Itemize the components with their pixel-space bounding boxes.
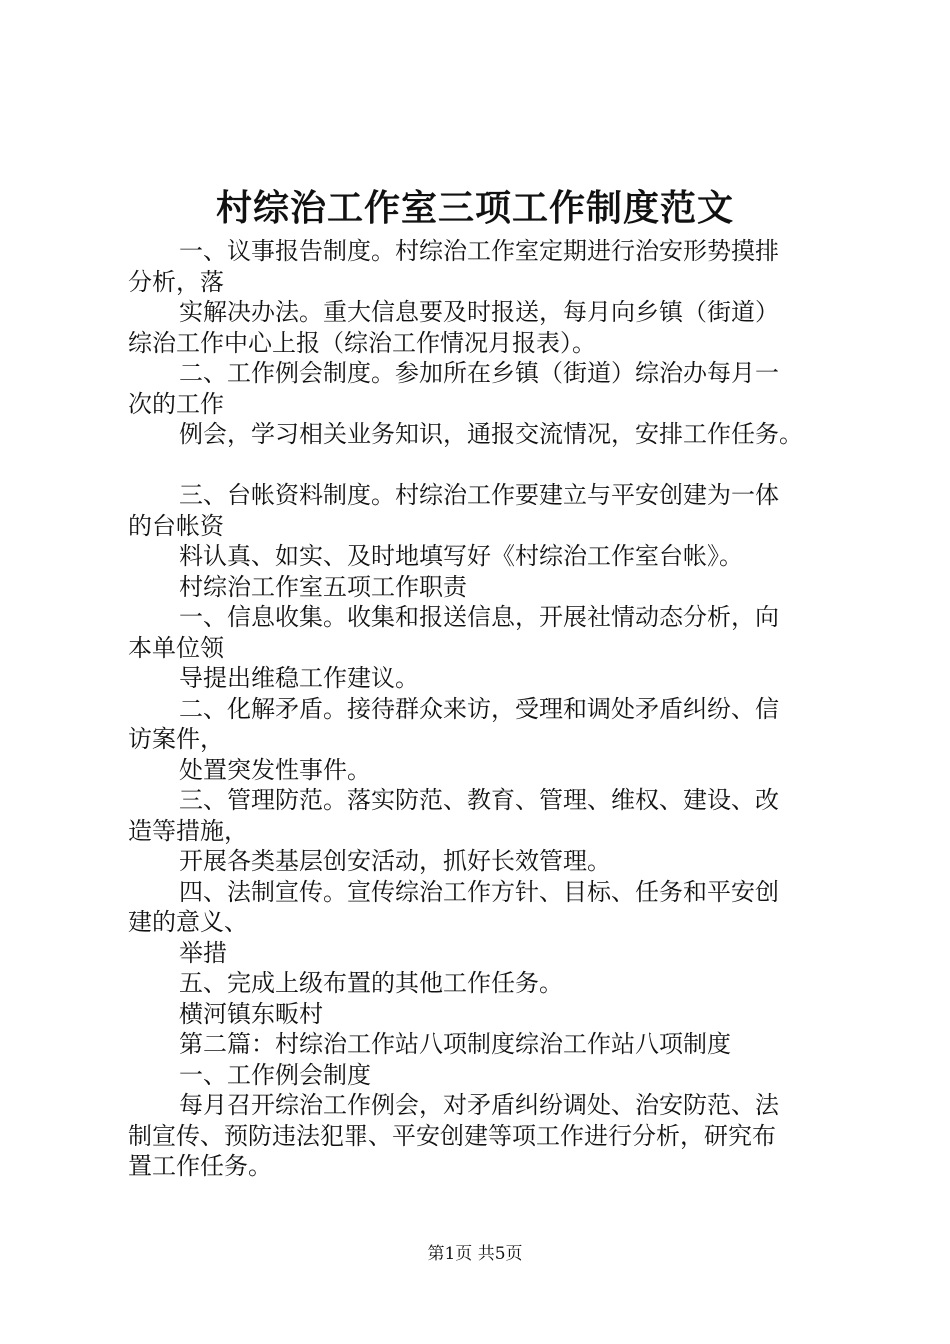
paragraph-line: 造等措施， <box>128 816 248 845</box>
paragraph-line: 三、管理防范。落实防范、教育、管理、维权、建设、改 <box>179 786 779 814</box>
paragraph-line: 分析，落 <box>128 267 224 296</box>
page-footer: 第1页 共5页 <box>427 1244 523 1264</box>
paragraph-line: 料认真、如实、及时地填写好《村综治工作室台帐》。 <box>179 542 743 570</box>
paragraph-line: 例会，学习相关业务知识，通报交流情况，安排工作任务。 <box>179 420 803 448</box>
document-title: 村综治工作室三项工作制度范文 <box>215 187 734 229</box>
paragraph-line: 建的意义、 <box>128 908 248 936</box>
section-heading: 第二篇：村综治工作站八项制度综治工作站八项制度 <box>179 1030 731 1058</box>
paragraph-line: 实解决办法。重大信息要及时报送，每月向乡镇（街道） <box>179 298 779 326</box>
paragraph-line: 开展各类基层创安活动，抓好长效管理。 <box>179 847 611 875</box>
paragraph-line: 一、议事报告制度。村综治工作室定期进行治安形势摸排 <box>179 237 779 265</box>
blank-line <box>128 450 850 481</box>
paragraph-line: 四、法制宣传。宣传综治工作方针、目标、任务和平安创 <box>179 877 779 906</box>
paragraph-line: 处置突发性事件。 <box>179 755 371 784</box>
section-heading: 一、工作例会制度 <box>179 1060 371 1089</box>
paragraph-line: 五、完成上级布置的其他工作任务。 <box>179 969 563 997</box>
paragraph-line: 导提出维稳工作建议。 <box>179 664 419 692</box>
paragraph-line: 次的工作 <box>128 389 224 418</box>
paragraph-line: 的台帐资 <box>128 511 224 540</box>
paragraph-line: 二、化解矛盾。接待群众来访，受理和调处矛盾纠纷、信 <box>179 694 779 723</box>
section-heading: 村综治工作室五项工作职责 <box>179 572 467 601</box>
paragraph-line: 置工作任务。 <box>128 1152 272 1180</box>
signature-line: 横河镇东畈村 <box>179 999 323 1028</box>
paragraph-line: 三、台帐资料制度。村综治工作要建立与平安创建为一体 <box>179 481 779 509</box>
paragraph-line: 本单位领 <box>128 633 224 662</box>
paragraph-line: 一、信息收集。收集和报送信息，开展社情动态分析，向 <box>179 603 779 631</box>
paragraph-line: 访案件， <box>128 725 224 753</box>
paragraph-line: 制宣传、预防违法犯罪、平安创建等项工作进行分析，研究布 <box>128 1121 776 1150</box>
paragraph-line: 举措 <box>179 938 227 967</box>
document-body <box>128 236 850 1182</box>
paragraph-line: 综治工作中心上报（综治工作情况月报表）。 <box>128 328 596 357</box>
paragraph-line: 二、工作例会制度。参加所在乡镇（街道）综治办每月一 <box>179 359 779 387</box>
paragraph-line: 每月召开综治工作例会，对矛盾纠纷调处、治安防范、法 <box>179 1091 779 1119</box>
